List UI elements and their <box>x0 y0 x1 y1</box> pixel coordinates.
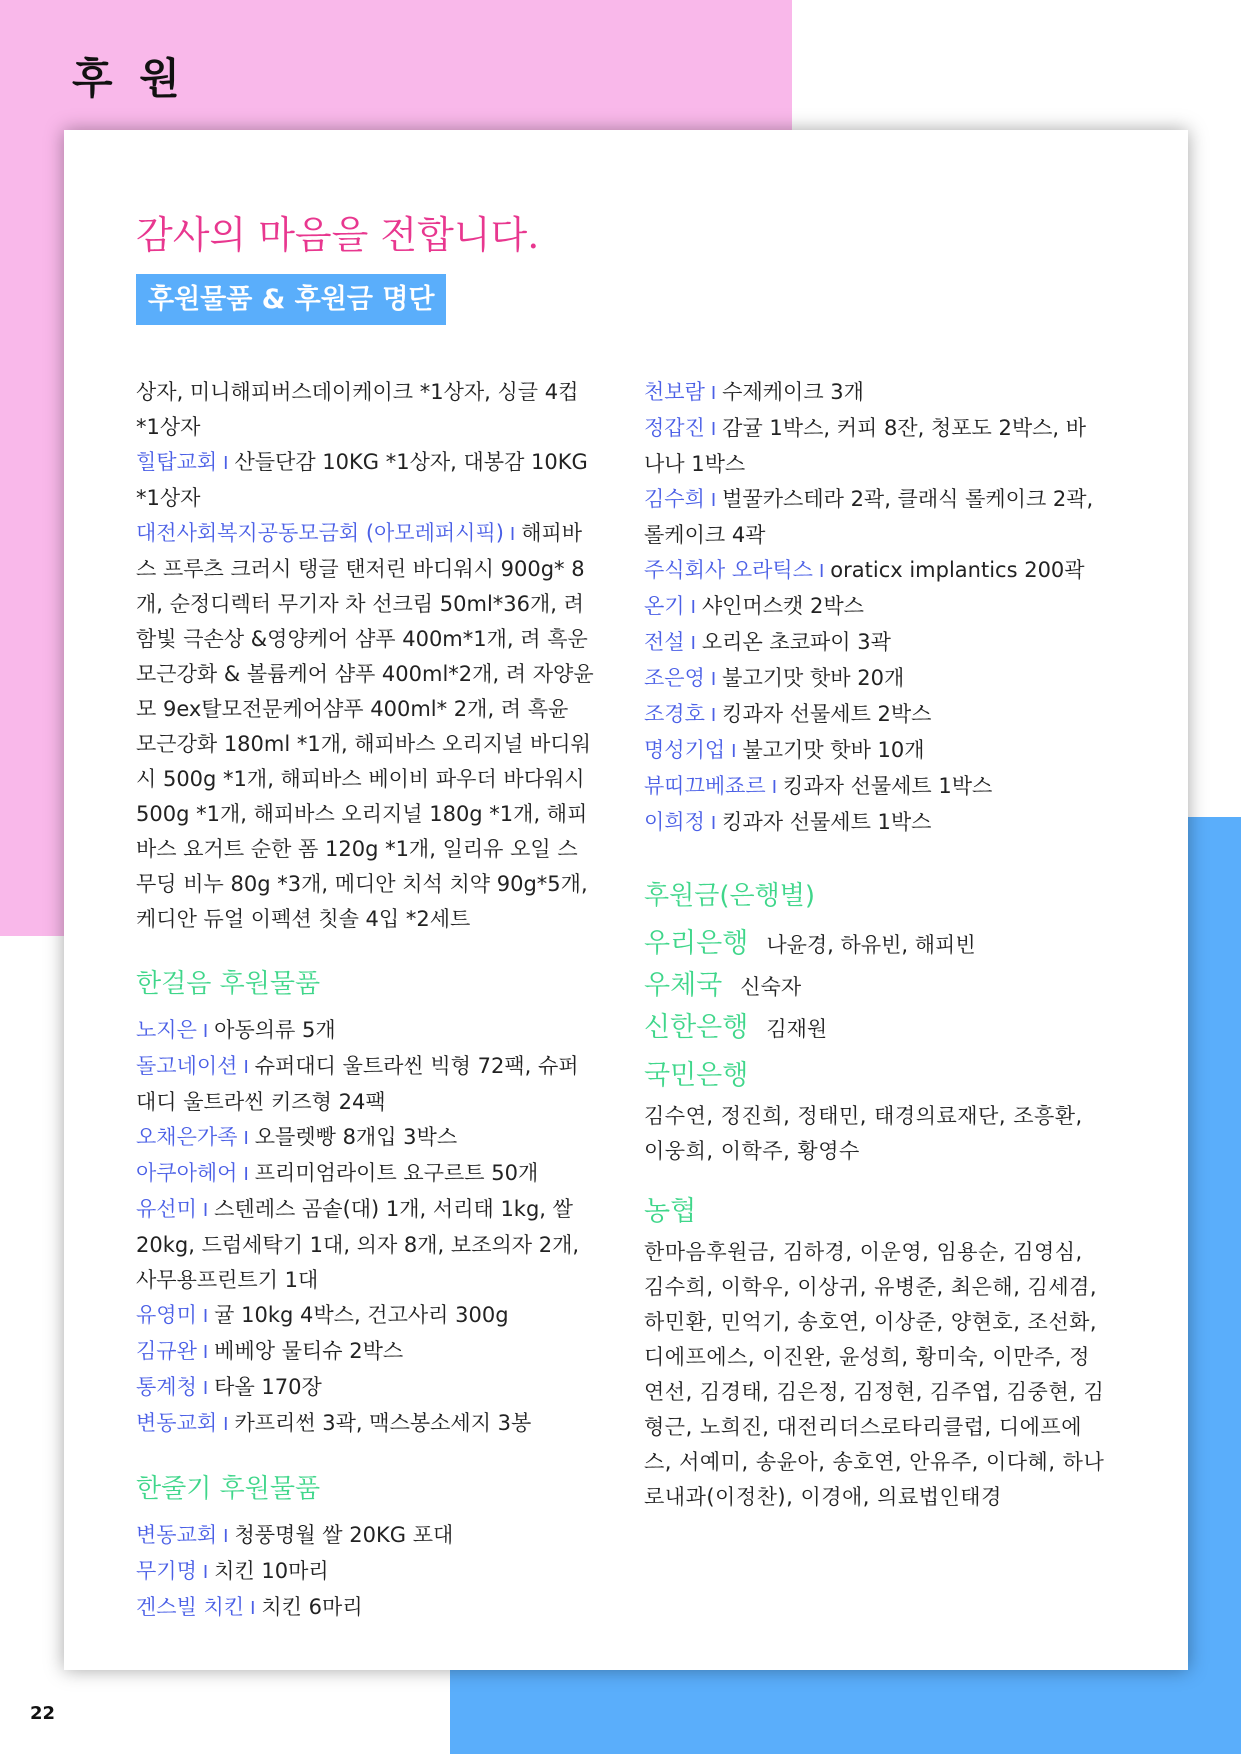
donor-name: 유선미 <box>136 1197 197 1221</box>
headline: 감사의 마음을 전합니다. <box>136 213 540 257</box>
donated-items: 청풍명월 쌀 20KG 포대 <box>234 1523 454 1547</box>
donor-name: 전설 <box>644 630 685 654</box>
donor-name: 조경호 <box>644 702 705 726</box>
group1-list <box>136 1013 594 1442</box>
donor-name: 뷰띠끄베죠르 <box>644 774 766 798</box>
donor-entry <box>136 1590 594 1626</box>
donated-items: 감귤 1박스, 커피 8잔, 청포도 2박스, 바나나 1박스 <box>644 416 1087 476</box>
donated-items: 아동의류 5개 <box>214 1018 336 1042</box>
separator-bar: I <box>710 813 717 834</box>
separator-bar: I <box>818 561 825 582</box>
separator-bar: I <box>710 669 717 690</box>
donor-name: 오채은가족 <box>136 1125 238 1149</box>
nonghyup-bank-name: 농협 <box>644 1196 697 1227</box>
bank-row <box>644 1009 1106 1047</box>
donor-entry <box>136 1370 594 1406</box>
donor-name: 명성기업 <box>644 738 726 762</box>
donated-items: 귤 10kg 4박스, 건고사리 300g <box>214 1303 509 1327</box>
donated-items: 불고기맛 핫바 10개 <box>742 738 925 762</box>
donor-name: 노지은 <box>136 1018 197 1042</box>
separator-bar: I <box>223 1526 229 1547</box>
separator-bar: I <box>202 1306 209 1327</box>
donated-items: 샤인머스캣 2박스 <box>701 594 864 618</box>
donated-items: 프리미엄라이트 요구르트 50개 <box>254 1161 539 1185</box>
donor-entry <box>644 805 1106 841</box>
separator-bar: I <box>202 1200 209 1221</box>
section-title: 후 원 <box>72 54 186 103</box>
donor-name: 정갑진 <box>644 416 705 440</box>
intro-list <box>136 375 594 937</box>
page-number: 22 <box>30 1703 56 1724</box>
donor-entry <box>644 411 1106 482</box>
bank-name: 우리은행 <box>644 928 749 959</box>
separator-bar: I <box>243 1164 249 1185</box>
donor-entry <box>644 589 1106 625</box>
donor-entry <box>644 769 1106 805</box>
separator-bar: I <box>223 453 229 474</box>
bank-donors: 김재원 <box>766 1017 828 1041</box>
bank-row <box>644 967 1106 1005</box>
donated-items: 해피바스 프루츠 크러시 탱글 탠저린 바디워시 900g* 8개, 순정디렉터 무기자 차 선크림 50ml*36개, 려 함빛 극손상 &영양케어 샴푸 400m*1개, 려 흑운 모근강화 & 볼륨케어 샴푸 400ml*2개, 려 자양윤모 9ex탈모전문케어샴푸 400ml* 2개, 려 흑윤 모근강화 180ml *1개, 해피바스 오리지널 바디워시 500g *1개, 해피바스 베이비 파우더 바다워시 500g *1개, 해피바스 오리지널 180g *1개, 해피바스 요거트 순한 폼 120g *1개, 일리유 오일 스무딩 비누 80g *3개, 메디안 치석 치약 90g*5개, 케디안 듀얼 이펙션 칫솔 4입 *2세트 <box>136 521 594 931</box>
donor-name: 조은영 <box>644 666 705 690</box>
donor-entry <box>136 1156 594 1192</box>
donor-entry <box>644 375 1106 411</box>
nonghyup-donors: 한마음후원금, 김하경, 이운영, 임용순, 김영심, 김수희, 이학우, 이상귀, 유병준, 최은해, 김세겸, 하민환, 민억기, 송호연, 이상준, 양현호, 조선화, 디에프에스, 이진완, 윤성희, 황미숙, 이만주, 정연선, 김경태, 김은정, 김정현, 김주엽, 김중현, 김형근, 노희진, 대전리더스로타리클럽, 디에프에스, 서예미, 송윤아, 송호연, 안유주, 이다혜, 하나로내과(이정찬), 이경애, 의료법인태경 <box>644 1240 1105 1509</box>
donor-name: 주식회사 오라틱스 <box>644 558 813 582</box>
separator-bar: I <box>710 419 717 440</box>
donated-items: 오리온 초코파이 3곽 <box>701 630 891 654</box>
separator-bar: I <box>223 1414 229 1435</box>
bank-donors: 나윤경, 하유빈, 해피빈 <box>766 933 976 957</box>
subtitle-badge: 후원물품 & 후원금 명단 <box>136 274 446 325</box>
donor-entry <box>136 1554 594 1590</box>
donor-name: 이희정 <box>644 810 705 834</box>
donated-items: 킹과자 선물세트 1박스 <box>722 810 932 834</box>
donor-entry <box>136 1334 594 1370</box>
donated-items: 슈퍼대디 울트라씬 빅형 72팩, 슈퍼대디 울트라씬 키즈형 24팩 <box>136 1054 579 1114</box>
donated-items: 산들단감 10KG *1상자, 대봉감 10KG *1상자 <box>136 450 588 510</box>
separator-bar: I <box>771 777 778 798</box>
bank-inline-list <box>644 925 1106 1047</box>
separator-bar: I <box>243 1128 249 1149</box>
donated-items: 타올 170장 <box>214 1375 322 1399</box>
donated-items: 킹과자 선물세트 1박스 <box>783 774 993 798</box>
donated-items: 킹과자 선물세트 2박스 <box>722 702 932 726</box>
donor-entry <box>136 1120 594 1156</box>
donor-name: 변동교회 <box>136 1523 218 1547</box>
donor-entry <box>136 445 594 516</box>
donor-name: 돌고네이션 <box>136 1054 238 1078</box>
separator-bar: I <box>250 1598 256 1619</box>
donor-entry <box>136 1298 594 1334</box>
donor-name: 천보람 <box>644 380 705 404</box>
donated-items: oraticx implantics 200곽 <box>830 558 1085 582</box>
content-card <box>64 130 1188 1670</box>
separator-bar: I <box>202 1562 209 1583</box>
separator-bar: I <box>690 633 696 654</box>
left-column <box>136 375 594 1626</box>
banks-heading: 후원금(은행별) <box>644 881 815 911</box>
donor-entry <box>136 1013 594 1049</box>
donor-entry <box>136 375 594 445</box>
donated-items: 치킨 6마리 <box>261 1595 363 1619</box>
donor-name: 아쿠아헤어 <box>136 1161 238 1185</box>
right-donor-list <box>644 375 1106 841</box>
donor-entry <box>644 697 1106 733</box>
donated-items: 상자, 미니해피버스데이케이크 *1상자, 싱글 4컵 *1상자 <box>136 380 579 439</box>
donor-name: 통계청 <box>136 1375 197 1399</box>
separator-bar: I <box>243 1057 249 1078</box>
donated-items: 카프리썬 3곽, 맥스봉소세지 3봉 <box>234 1411 532 1435</box>
donated-items: 베베앙 물티슈 2박스 <box>214 1339 404 1363</box>
donor-entry <box>644 553 1106 589</box>
donor-name: 겐스빌 치킨 <box>136 1595 245 1619</box>
separator-bar: I <box>509 524 516 545</box>
kookmin-bank-name: 국민은행 <box>644 1060 749 1091</box>
separator-bar: I <box>731 741 737 762</box>
separator-bar: I <box>710 490 717 511</box>
group1-heading: 한걸음 후원물품 <box>136 969 321 999</box>
bank-name: 신한은행 <box>644 1012 749 1043</box>
separator-bar: I <box>202 1342 209 1363</box>
donor-name: 무기명 <box>136 1559 197 1583</box>
donor-entry <box>136 516 594 937</box>
donor-name: 힐탑교회 <box>136 450 218 474</box>
donor-entry <box>644 733 1106 769</box>
donor-entry <box>136 1518 594 1554</box>
donor-entry <box>136 1406 594 1442</box>
bank-name: 우체국 <box>644 970 723 1001</box>
bank-row <box>644 925 1106 963</box>
donor-entry <box>644 625 1106 661</box>
separator-bar: I <box>710 383 717 404</box>
group2-heading: 한줄기 후원물품 <box>136 1474 321 1504</box>
donor-entry <box>136 1192 594 1298</box>
separator-bar: I <box>690 597 696 618</box>
donor-name: 대전사회복지공동모금회 (아모레퍼시픽) <box>136 521 504 545</box>
donor-name: 김규완 <box>136 1339 197 1363</box>
separator-bar: I <box>710 705 717 726</box>
donated-items: 불고기맛 핫바 20개 <box>722 666 905 690</box>
donated-items: 스텐레스 곰솥(대) 1개, 서리태 1kg, 쌀 20kg, 드럼세탁기 1대, 의자 8개, 보조의자 2개, 사무용프린트기 1대 <box>136 1197 580 1292</box>
donated-items: 벌꿀카스테라 2곽, 클래식 롤케이크 2곽, 롤케이크 4곽 <box>644 487 1094 547</box>
donor-name: 김수희 <box>644 487 705 511</box>
donor-entry <box>644 661 1106 697</box>
bank-donors: 신숙자 <box>740 975 802 999</box>
donor-entry <box>136 1049 594 1120</box>
donated-items: 수제케이크 3개 <box>722 380 864 404</box>
separator-bar: I <box>202 1378 209 1399</box>
donated-items: 치킨 10마리 <box>214 1559 329 1583</box>
kookmin-donors: 김수연, 정진희, 정태민, 태경의료재단, 조흥환, 이웅희, 이학주, 황영수 <box>644 1104 1083 1163</box>
donated-items: 오믈렛빵 8개입 3박스 <box>254 1125 458 1149</box>
donor-name: 온기 <box>644 594 685 618</box>
donor-entry <box>644 482 1106 553</box>
donor-name: 유영미 <box>136 1303 197 1327</box>
right-column <box>644 375 1106 1515</box>
group2-list <box>136 1518 594 1626</box>
donor-name: 변동교회 <box>136 1411 218 1435</box>
separator-bar: I <box>202 1021 209 1042</box>
